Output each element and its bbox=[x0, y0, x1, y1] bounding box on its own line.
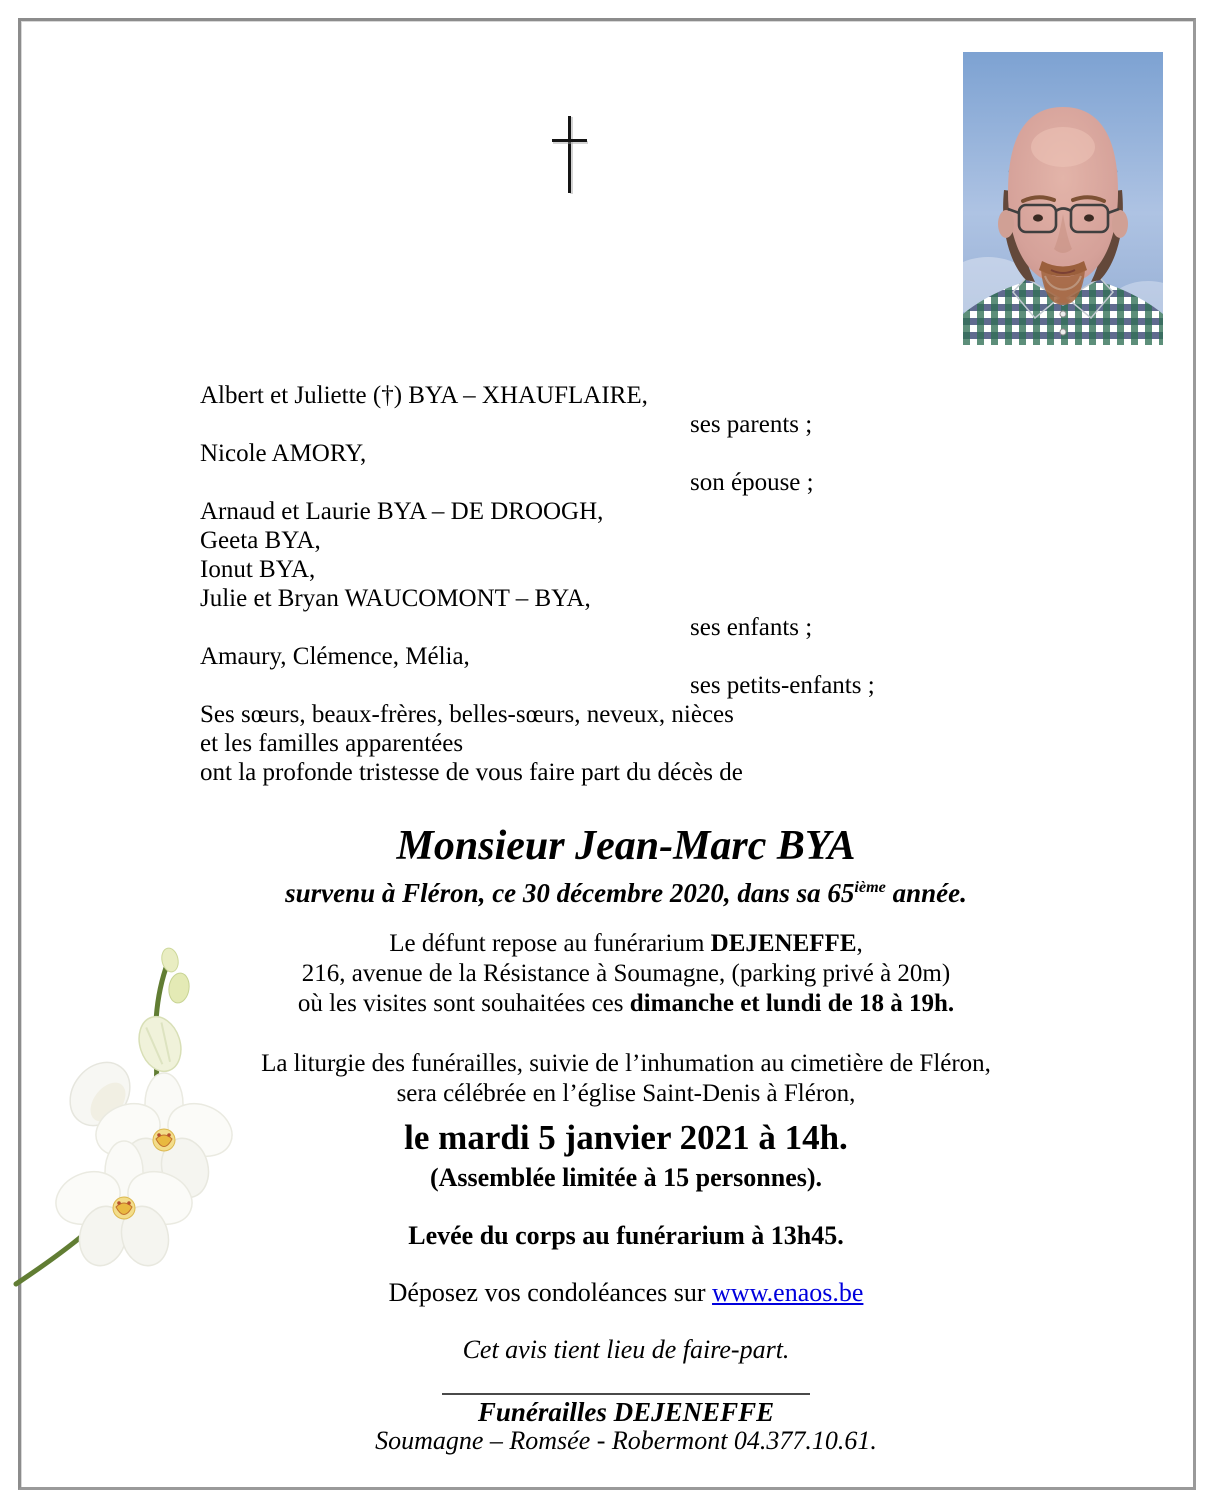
visit-hours: dimanche et lundi de 18 à 19h. bbox=[629, 990, 955, 1017]
repose-paragraph bbox=[200, 929, 1052, 1019]
family-line: et les familles apparentées bbox=[200, 730, 464, 757]
funeral-home-footer-address: Soumagne – Romsée - Robermont 04.377.10.61. bbox=[375, 1426, 877, 1455]
funeral-home-name: DEJENEFFE bbox=[710, 930, 857, 957]
family-line: Julie et Bryan WAUCOMONT – BYA, bbox=[200, 585, 591, 612]
repose-address: 216, avenue de la Résistance à Soumagne, (parking privé à 20m) bbox=[301, 960, 951, 987]
death-details: survenu à Fléron, ce 30 décembre 2020, dans sa 65ième année. bbox=[285, 878, 967, 908]
liturgy-line-1: La liturgie des funérailles, suivie de l’inhumation au cimetière de Fléron, bbox=[261, 1050, 991, 1077]
family-line: Albert et Juliette (†) BYA – XHAUFLAIRE, bbox=[200, 382, 648, 409]
funeral-home-footer-name: Funérailles DEJENEFFE bbox=[477, 1397, 775, 1427]
faire-part-notice: Cet avis tient lieu de faire-part. bbox=[462, 1335, 790, 1364]
family-line: Amaury, Clémence, Mélia, bbox=[200, 643, 470, 670]
family-line: Geeta BYA, bbox=[200, 527, 321, 554]
family-line: ont la profonde tristesse de vous faire part du décès de bbox=[200, 759, 743, 786]
repose-line-1: Le défunt repose au funérarium DEJENEFFE, bbox=[389, 930, 863, 957]
footer-separator bbox=[200, 1393, 1052, 1395]
condolences-line: Déposez vos condoléances sur www.enaos.be bbox=[388, 1278, 864, 1307]
ceremony-date: le mardi 5 janvier 2021 à 14h. bbox=[404, 1118, 848, 1157]
liturgy-line-2: sera célébrée en l’église Saint-Denis à Fléron, bbox=[396, 1080, 856, 1107]
relationship-label: son épouse ; bbox=[690, 469, 814, 496]
relationship-label: ses parents ; bbox=[690, 411, 813, 438]
relationship-label: ses enfants ; bbox=[690, 614, 813, 641]
assembly-limit: (Assemblée limitée à 15 personnes). bbox=[429, 1163, 823, 1192]
family-line: Arnaud et Laurie BYA – DE DROOGH, bbox=[200, 498, 604, 525]
deceased-photo bbox=[963, 52, 1163, 345]
portrait-illustration bbox=[963, 52, 1163, 345]
family-list bbox=[200, 381, 980, 787]
relationship-label: ses petits-enfants ; bbox=[690, 672, 875, 699]
deceased-name-title: Monsieur Jean-Marc BYA bbox=[396, 823, 856, 869]
family-line: Nicole AMORY, bbox=[200, 440, 367, 467]
levee-du-corps: Levée du corps au funérarium à 13h45. bbox=[408, 1221, 844, 1250]
family-line: Ionut BYA, bbox=[200, 556, 316, 583]
visits-line: où les visites sont souhaitées ces dimanche et lundi de 18 à 19h. bbox=[297, 990, 955, 1017]
condolences-link[interactable]: www.enaos.be bbox=[712, 1278, 864, 1307]
family-line: Ses sœurs, beaux-frères, belles-sœurs, neveux, nièces bbox=[200, 701, 734, 728]
liturgy-paragraph bbox=[200, 1049, 1052, 1109]
